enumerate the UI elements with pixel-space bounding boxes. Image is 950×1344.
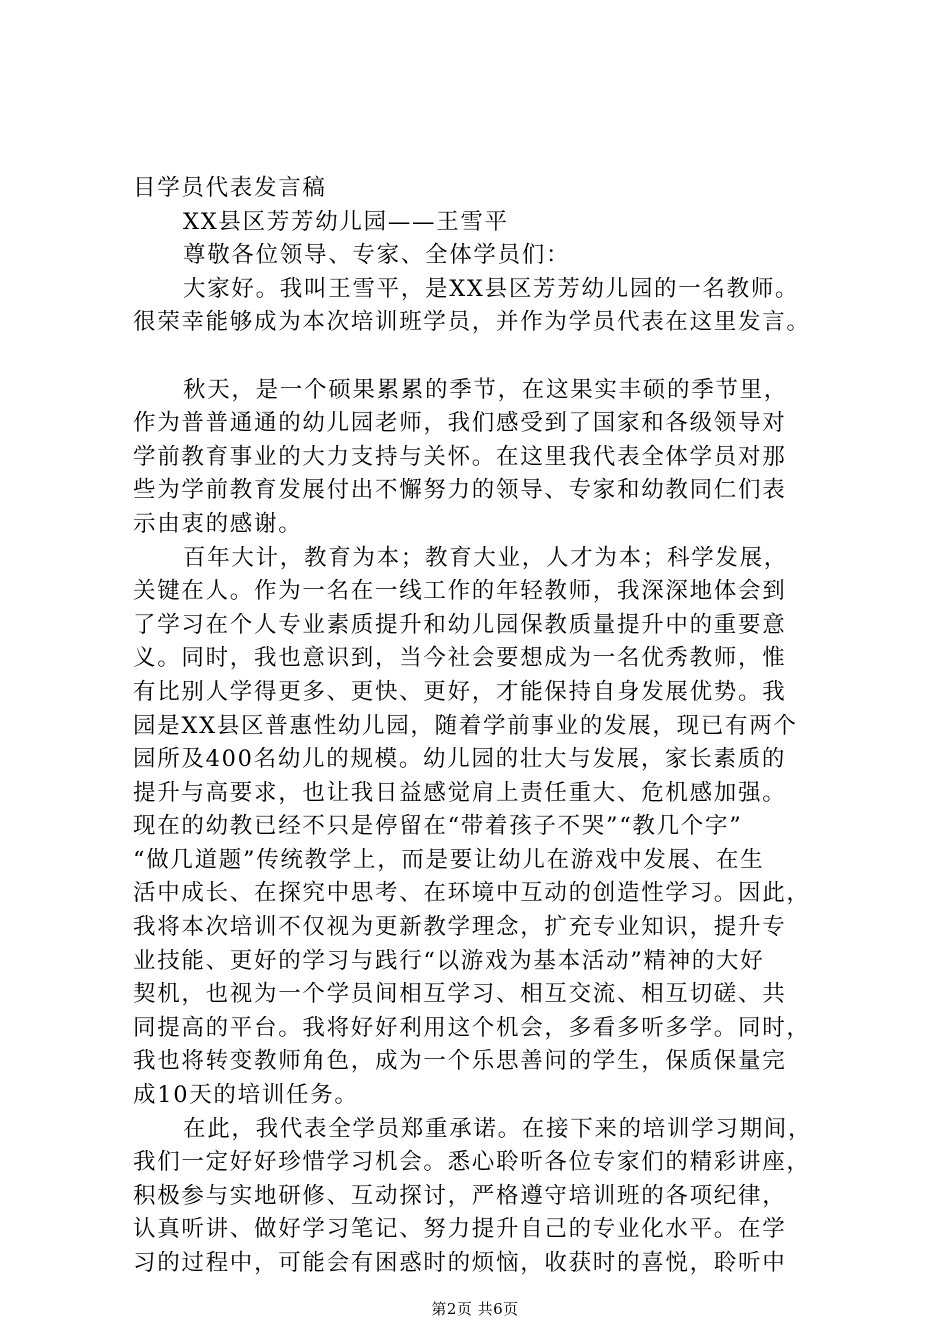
paragraph-line: 很荣幸能够成为本次培训班学员，并作为学员代表在这里发言。 [133,309,811,336]
paragraph-line: 积极参与实地研修、互动探讨，严格遵守培训班的各项纪律， [133,1182,787,1209]
paragraph-line: 学前教育事业的大力支持与关怀。在这里我代表全体学员对那 [133,443,787,470]
paragraph-line: 认真听讲、做好学习笔记、努力提升自己的专业化水平。在学 [133,1216,787,1243]
paragraph-line: 义。同时，我也意识到，当今社会要想成为一名优秀教师，惟 [133,645,787,672]
paragraph-promise [133,1113,853,1281]
paragraph-line: 提升与高要求，也让我日益感觉肩上责任重大、危机感加强。 [133,779,787,806]
paragraph-line: 同提高的平台。我将好好利用这个机会，多看多听多学。同时， [133,1014,811,1041]
paragraph-line: 有比别人学得更多、更快、更好，才能保持自身发展优势。我 [133,678,787,705]
paragraph-line: 作为普普通通的幼儿园老师，我们感受到了国家和各级领导对 [133,410,787,437]
paragraph-line: 关键在人。作为一名在一线工作的年轻教师，我深深地体会到 [133,578,787,605]
document-body [133,172,853,1281]
paragraph-line: 我也将转变教师角色，成为一个乐思善问的学生，保质保量完 [133,1048,787,1075]
paragraph-line: 在此，我代表全学员郑重承诺。在接下来的培训学习期间， [183,1115,813,1142]
paragraph-line: 习的过程中，可能会有困惑时的烦恼，收获时的喜悦，聆听中 [133,1250,787,1276]
paragraph-line: 了学习在个人专业素质提升和幼儿园保教质量提升中的重要意 [133,611,787,638]
document-title: 目学员代表发言稿 [133,175,327,201]
paragraph-line: 示由衷的感谢。 [133,510,303,537]
paragraph-line: “做几道题”传统教学上，而是要让幼儿在游戏中发展、在生 [133,846,765,873]
paragraph-autumn [133,374,853,542]
paragraph-line: 我将本次培训不仅视为更新教学理念，扩充专业知识，提升专 [133,914,787,941]
blank-line [133,340,853,374]
paragraph-line: 业技能、更好的学习与践行“以游戏为基本活动”精神的大好 [133,947,765,974]
page-footer: 第2页 共6页 [431,1300,519,1318]
paragraph-education [133,542,853,1113]
paragraph-line: 园是XX县区普惠性幼儿园，随着学前事业的发展，现已有两个 [133,712,798,739]
salutation: 尊敬各位领导、专家、全体学员们： [183,242,571,269]
paragraph-line: 大家好。我叫王雪平，是XX县区芳芳幼儿园的一名教师。 [183,275,800,302]
paragraph-line: 百年大计，教育为本；教育大业，人才为本；科学发展， [183,544,789,571]
paragraph-line: 契机，也视为一个学员间相互学习、相互交流、相互切磋、共 [133,981,787,1008]
paragraph-line: 成10天的培训任务。 [133,1082,359,1109]
paragraph-line: 园所及400名幼儿的规模。幼儿园的壮大与发展，家长素质的 [133,746,787,773]
paragraph-greeting [133,273,853,340]
paragraph-line: 活中成长、在探究中思考、在环境中互动的创造性学习。因此， [133,880,811,907]
author-line: XX县区芳芳幼儿园——王雪平 [183,208,509,235]
paragraph-line: 现在的幼教已经不只是停留在“带着孩子不哭”“教几个字” [133,813,743,840]
paragraph-line: 些为学前教育发展付出不懈努力的领导、专家和幼教同仁们表 [133,477,787,504]
paragraph-line: 我们一定好好珍惜学习机会。悉心聆听各位专家们的精彩讲座， [133,1149,811,1176]
paragraph-line: 秋天，是一个硕果累累的季节，在这果实丰硕的季节里， [183,376,789,403]
